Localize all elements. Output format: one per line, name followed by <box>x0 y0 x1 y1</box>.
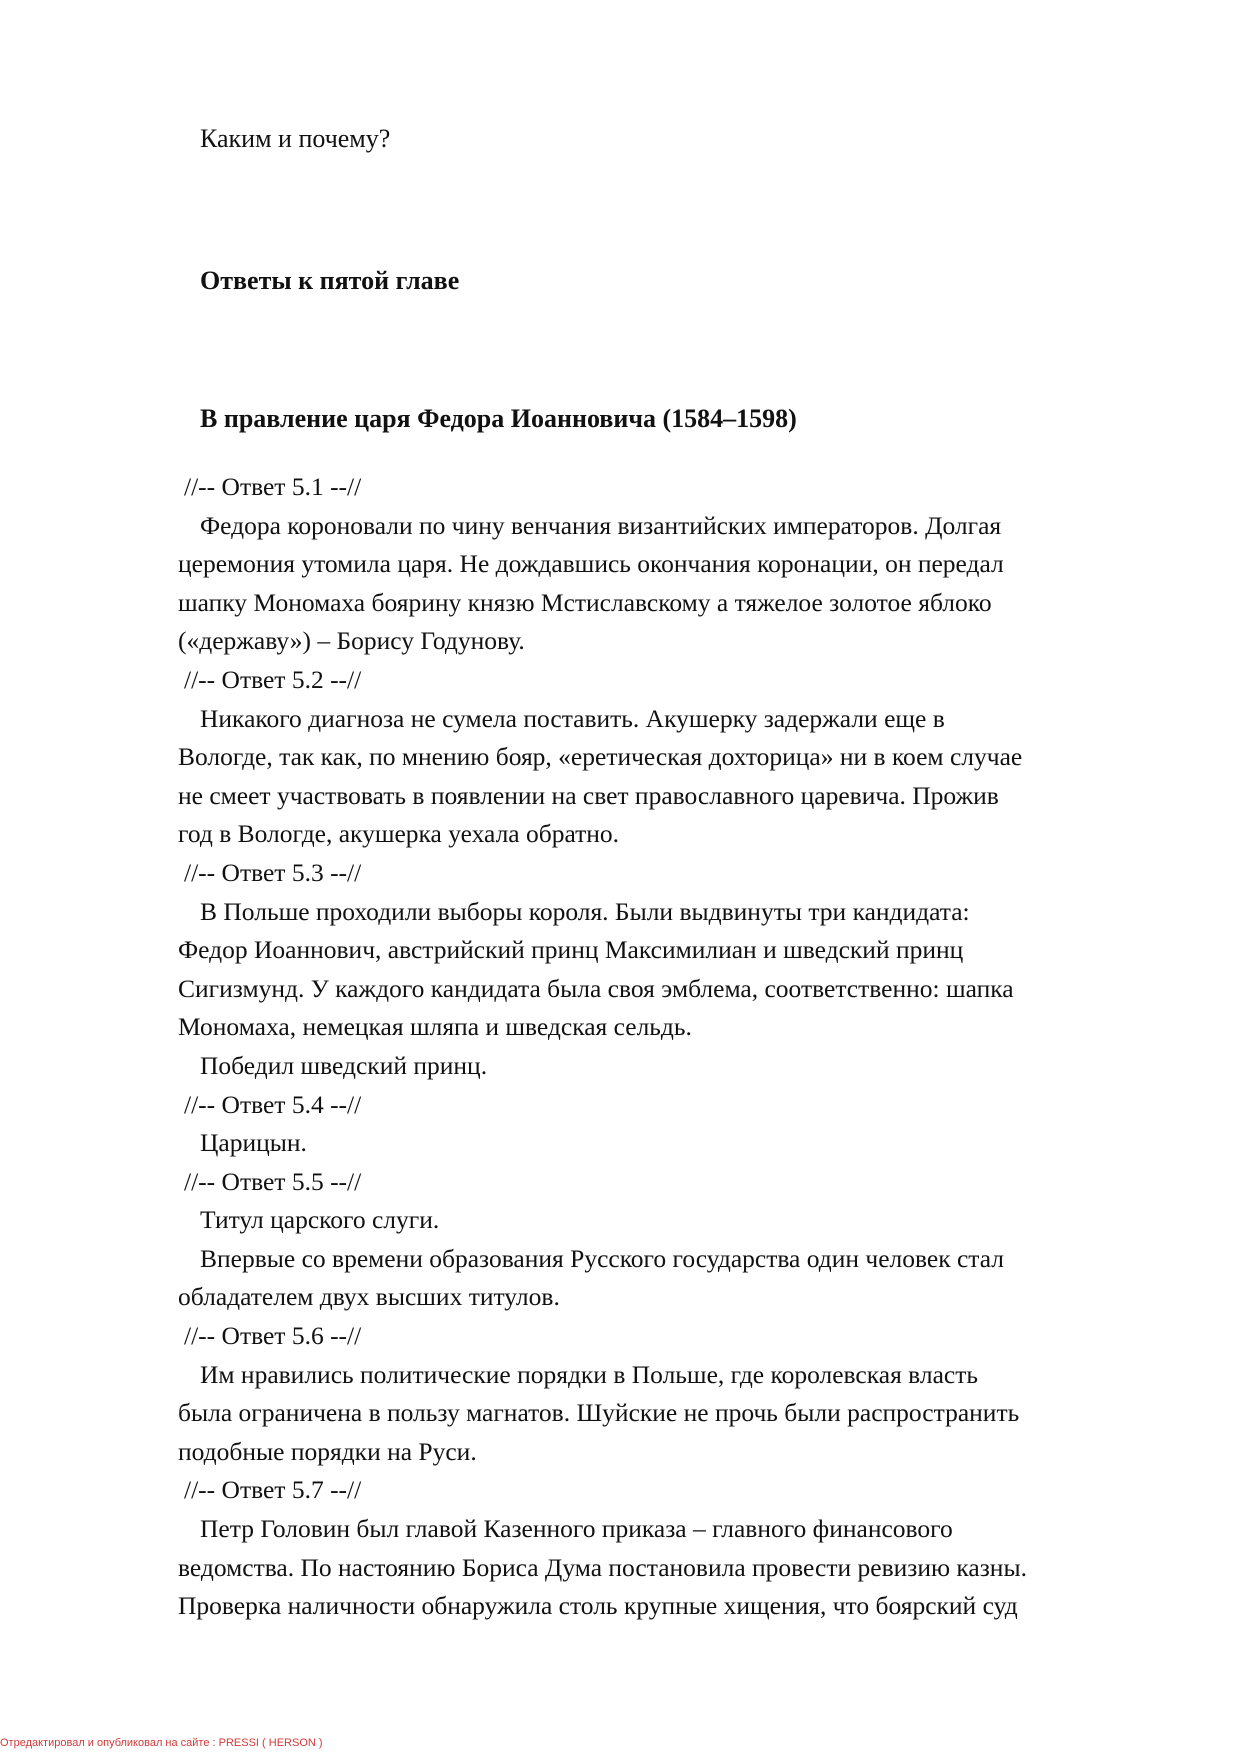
chapter-heading: Ответы к пятой главе <box>200 266 460 295</box>
text-line: Федора короновали по чину венчания византийских императоров. Долгая <box>200 510 1002 540</box>
publisher-footer: Отредактировал и опубликовал на сайте : PRESSI ( HERSON ) <box>0 1737 323 1749</box>
text-line: Сигизмунд. У каждого кандидата была своя эмблема, соответственно: шапка <box>178 973 1014 1003</box>
text-line: не смеет участвовать в появлении на свет православного царевича. Прожив <box>178 780 999 810</box>
text-line: Царицын. <box>200 1128 307 1158</box>
text-line: была ограничена в пользу магнатов. Шуйские не прочь были распространить <box>178 1398 1020 1428</box>
text-line: обладателем двух высших титулов. <box>178 1282 560 1312</box>
text-line: Им нравились политические порядки в Польше, где королевская власть <box>200 1359 979 1389</box>
text-line: Мономаха, немецкая шляпа и шведская сельдь. <box>178 1012 692 1042</box>
section-heading: В правление царя Федора Иоанновича (1584–1598) <box>200 404 797 433</box>
text-line: Проверка наличности обнаружила столь крупные хищения, что боярский суд <box>178 1591 1018 1621</box>
text-line: Победил шведский принц. <box>200 1050 488 1080</box>
answer-marker: //-- Ответ 5.4 --// <box>184 1089 362 1119</box>
answers-body <box>178 468 1158 1626</box>
text-line: («державу») – Борису Годунову. <box>178 626 525 656</box>
text-line: год в Вологде, акушерка уехала обратно. <box>178 819 620 849</box>
text-line: Федор Иоаннович, австрийский принц Максимилиан и шведский принц <box>178 935 964 965</box>
text-line: церемония утомила царя. Не дождавшись окончания коронации, он передал <box>178 549 1004 579</box>
text-line: подобные порядки на Руси. <box>178 1436 477 1466</box>
intro-question: Каким и почему? <box>200 124 391 153</box>
text-line: Впервые со времени образования Русского государства один человек стал <box>200 1243 1005 1273</box>
text-line: Петр Головин был главой Казенного приказа – главного финансового <box>200 1514 953 1544</box>
text-line: Титул царского слуги. <box>200 1205 440 1235</box>
text-line: шапку Мономаха боярину князю Мстиславскому а тяжелое золотое яблоко <box>178 587 992 617</box>
text-line: Вологде, так как, по мнению бояр, «еретическая дохторица» ни в коем случае <box>178 742 1023 772</box>
answer-marker: //-- Ответ 5.3 --// <box>184 857 362 887</box>
text-line: Никакого диагноза не сумела поставить. Акушерку задержали еще в <box>200 703 945 733</box>
answer-marker: //-- Ответ 5.2 --// <box>184 664 362 694</box>
text-line: ведомства. По настоянию Бориса Дума постановила провести ревизию казны. <box>178 1552 1027 1582</box>
text-line: В Польше проходили выборы короля. Были выдвинуты три кандидата: <box>200 896 970 926</box>
answer-marker: //-- Ответ 5.1 --// <box>184 472 362 501</box>
answer-marker: //-- Ответ 5.6 --// <box>184 1321 362 1351</box>
answer-marker: //-- Ответ 5.7 --// <box>184 1475 362 1505</box>
answer-marker: //-- Ответ 5.5 --// <box>184 1166 362 1196</box>
